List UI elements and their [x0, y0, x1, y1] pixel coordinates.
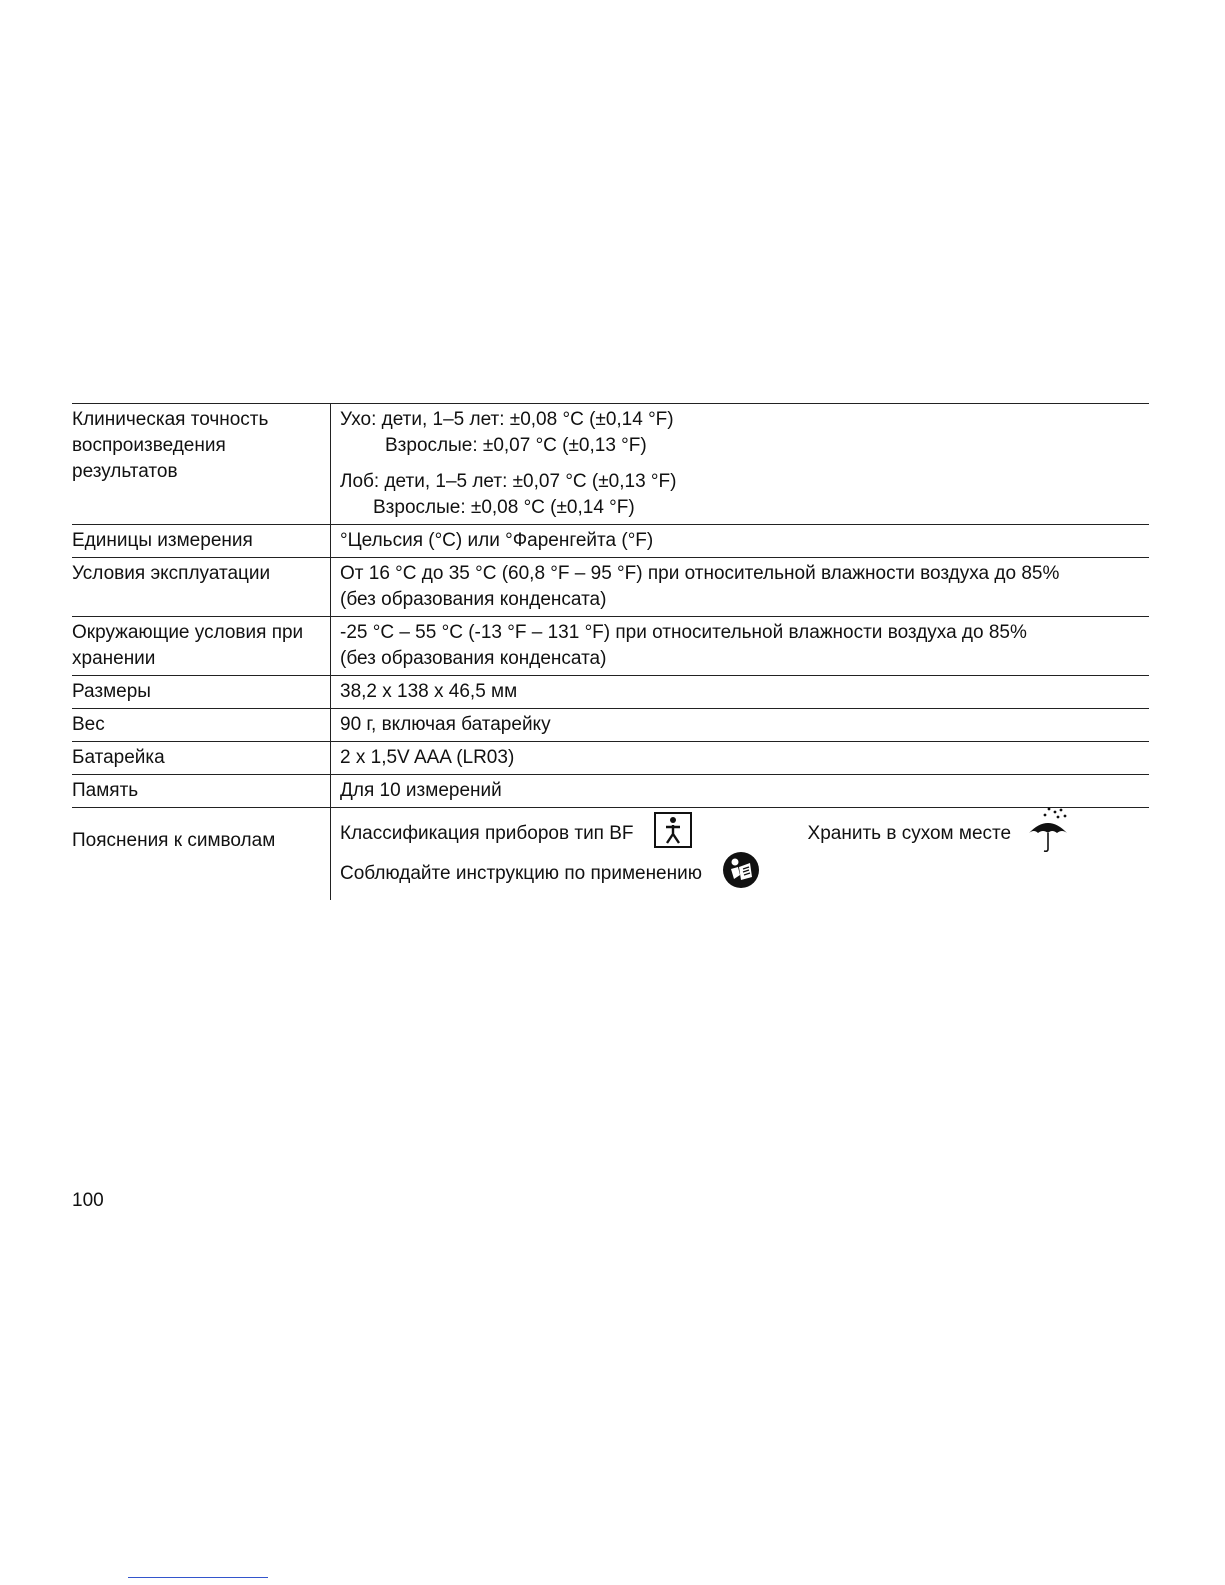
spec-label: Размеры	[72, 681, 151, 702]
spec-value-line: Лоб: дети, 1–5 лет: ±0,07 °C (±0,13 °F)	[340, 471, 677, 492]
read-manual-icon	[722, 851, 760, 897]
spec-label: Условия эксплуатации	[72, 563, 271, 584]
spec-label: Память	[72, 780, 139, 801]
spec-row-memory	[72, 775, 1149, 808]
spec-label-line: хранении	[72, 648, 156, 669]
spec-value: Для 10 измерений	[330, 775, 1149, 807]
spec-label-line: воспроизведения	[72, 435, 226, 456]
spec-value	[330, 558, 1149, 616]
spec-value-line: -25 °C – 55 °C (-13 °F – 131 °F) при относительной влажности воздуха до 85%	[340, 622, 1027, 643]
spec-label: Батарейка	[72, 747, 165, 768]
spec-label	[72, 617, 330, 675]
spec-row-accuracy	[72, 404, 1149, 525]
spec-label-line: Окружающие условия при	[72, 622, 304, 643]
spec-value-line: (без образования конденсата)	[340, 589, 607, 610]
spec-label	[72, 404, 330, 524]
spec-row-dimensions	[72, 676, 1149, 709]
spec-label: Вес	[72, 714, 105, 735]
spec-value	[330, 404, 1149, 524]
spec-row-battery	[72, 742, 1149, 775]
spec-row-units	[72, 525, 1149, 558]
spec-value-line: (без образования конденсата)	[340, 648, 607, 669]
spec-label: Пояснения к символам	[72, 830, 276, 851]
spec-row-operating	[72, 558, 1149, 617]
spec-value: °Цельсия (°C) или °Фаренгейта (°F)	[330, 525, 1149, 557]
spec-value-line: От 16 °C до 35 °C (60,8 °F – 95 °F) при относительной влажности воздуха до 85%	[340, 563, 1060, 584]
spec-value: 90 г, включая батарейку	[330, 709, 1149, 741]
umbrella-rain-icon	[1027, 807, 1069, 861]
spec-value	[330, 808, 1149, 900]
type-bf-text: Классификация приборов тип BF	[340, 823, 634, 844]
type-bf-person-icon	[654, 812, 692, 856]
spec-row-weight	[72, 709, 1149, 742]
page-number: 100	[72, 1190, 104, 1211]
spec-row-symbols	[72, 808, 1149, 900]
spec-value-line: Ухо: дети, 1–5 лет: ±0,08 °C (±0,14 °F)	[340, 409, 674, 430]
symbol-line	[340, 814, 1149, 854]
manual-text: Соблюдайте инструкцию по применению	[340, 863, 702, 884]
spec-value	[330, 617, 1149, 675]
spec-value-line: Взрослые: ±0,08 °C (±0,14 °F)	[373, 497, 635, 518]
spec-value: 38,2 x 138 x 46,5 мм	[330, 676, 1149, 708]
spec-value-line: Взрослые: ±0,07 °C (±0,13 °F)	[385, 435, 647, 456]
bottom-underline	[128, 1577, 268, 1578]
dry-text: Хранить в сухом месте	[807, 823, 1012, 844]
spec-label-line: результатов	[72, 461, 178, 482]
spec-label: Единицы измерения	[72, 530, 253, 551]
spec-value: 2 x 1,5V AAA (LR03)	[330, 742, 1149, 774]
specifications-table	[72, 403, 1149, 900]
spec-row-storage	[72, 617, 1149, 676]
spec-label-line: Клиническая точность	[72, 409, 269, 430]
